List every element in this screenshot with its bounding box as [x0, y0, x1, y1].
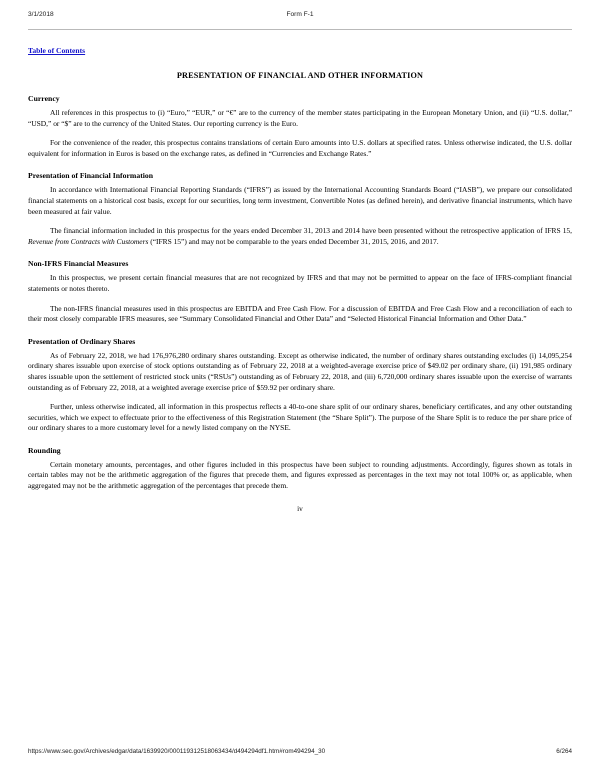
print-header-title: Form F-1 [286, 11, 314, 18]
section-heading-presentation-of-financial-information: Presentation of Financial Information [28, 171, 154, 181]
paragraph: In this prospectus, we present certain financial measures that are not recognized by IFRS and that may not be permitted to appear on the face of IFRS-compliant financial statements or notes thereto. [28, 273, 572, 293]
browser-print-header [0, 11, 600, 25]
paragraph: In accordance with International Financial Reporting Standards (“IFRS”) as issued by the International Accounting Standards Board (“IASB”), we prepare our consolidated financial statements on a historical cost basis, except for our securities, long term investment, Convertible Notes (as defined herein), and derivative financial instruments, which have been measured at fair value. [28, 185, 572, 216]
paragraph-text-after-italic: (“IFRS 15”) and may not be comparable to the years ended December 31, 2015, 2016, and 2017. [148, 236, 439, 246]
section-presentation-of-financial-information [28, 171, 572, 247]
print-footer-url: https://www.sec.gov/Archives/edgar/data/1639920/000119312518063434/d494294df1.htm#rom494294_30 [28, 748, 326, 755]
page-title: PRESENTATION OF FINANCIAL AND OTHER INFORMATION [176, 71, 424, 80]
paragraph: All references in this prospectus to (i) “Euro,” “EUR,” or “€” are to the currency of the member states participating in the European Monetary Union, and (ii) “U.S. dollar,” “USD,” or “$” are to the currency of the United States. Our reporting currency is the Euro. [28, 108, 572, 128]
paragraph: For the convenience of the reader, this prospectus contains translations of certain Euro amounts into U.S. dollars at specified rates. Unless otherwise indicated, the U.S. dollar equivalent for information in Euros is based on the exchange rates, as defined in “Currencies and Exchange Rates.” [28, 138, 572, 158]
page-number: iv [297, 503, 303, 513]
paragraph: As of February 22, 2018, we had 176,976,280 ordinary shares outstanding. Except as otherwise indicated, the number of ordinary shares outstanding excludes (i) 14,095,254 ordinary shares issuable upon exercise of stock options outstanding as of February 22, 2018 at a weighted-average exercise price of $49.02 per ordinary share, (ii) 191,985 ordinary shares issuable upon the settlement of restricted stock units (“RSUs”) outstanding as of February 22, 2018, and (iii) 6,720,000 ordinary shares issuable upon the exercise of warrants outstanding as of February 22, 2018, at a weighted average exercise price of $59.92 per ordinary share. [28, 350, 572, 392]
section-rounding [28, 446, 572, 492]
print-footer-page-indicator: 6/264 [556, 748, 572, 755]
browser-print-footer [0, 748, 600, 762]
ifrs15-standard-title: Revenue from Contracts with Customers [28, 236, 149, 246]
paragraph: Certain monetary amounts, percentages, and other figures included in this prospectus have been subject to rounding adjustments. Accordingly, figures shown as totals in certain tables may not be the arithmetic aggregation of the figures that precede them, and figures expressed as percentages in the text may not total 100% or, as applicable, when aggregated may not be the arithmetic aggregation of the percentages that precede them. [28, 459, 572, 491]
paragraph: The non-IFRS financial measures used in this prospectus are EBITDA and Free Cash Flow. For a discussion of EBITDA and Free Cash Flow and a reconciliation of each to their most closely comparable IFRS measures, see “Summary Consolidated Financial and Other Data” and “Selected Historical Financial Information and Other Data.” [28, 303, 572, 324]
section-heading-rounding: Rounding [28, 445, 61, 455]
paragraph-text-before-italic: The financial information included in this prospectus for the years ended December 31, 2013 and 2014 have been presented without the retrospective application of IFRS 15, [50, 226, 572, 236]
section-non-ifrs-financial-measures [28, 259, 572, 324]
table-of-contents-link[interactable]: Table of Contents [28, 46, 86, 55]
section-currency [28, 94, 572, 159]
section-heading-currency: Currency [28, 94, 60, 103]
section-heading-presentation-of-ordinary-shares: Presentation of Ordinary Shares [28, 336, 136, 346]
paragraph-ifrs15 [28, 226, 572, 247]
section-heading-non-ifrs-financial-measures: Non-IFRS Financial Measures [28, 259, 129, 269]
section-presentation-of-ordinary-shares [28, 337, 572, 434]
document-page [28, 40, 572, 513]
paragraph: Further, unless otherwise indicated, all information in this prospectus reflects a 40-to-one share split of our ordinary shares, beneficiary certificates, and any other outstanding securities, which we expect to effectuate prior to the effectiveness of this Registration Statement (the “Share Split”). The purpose of the Share Split is to reduce the per share price of our ordinary shares to a more customary level for a newly listed company on the NYSE. [28, 402, 572, 433]
header-divider [28, 29, 572, 30]
print-header-date: 3/1/2018 [28, 11, 54, 18]
